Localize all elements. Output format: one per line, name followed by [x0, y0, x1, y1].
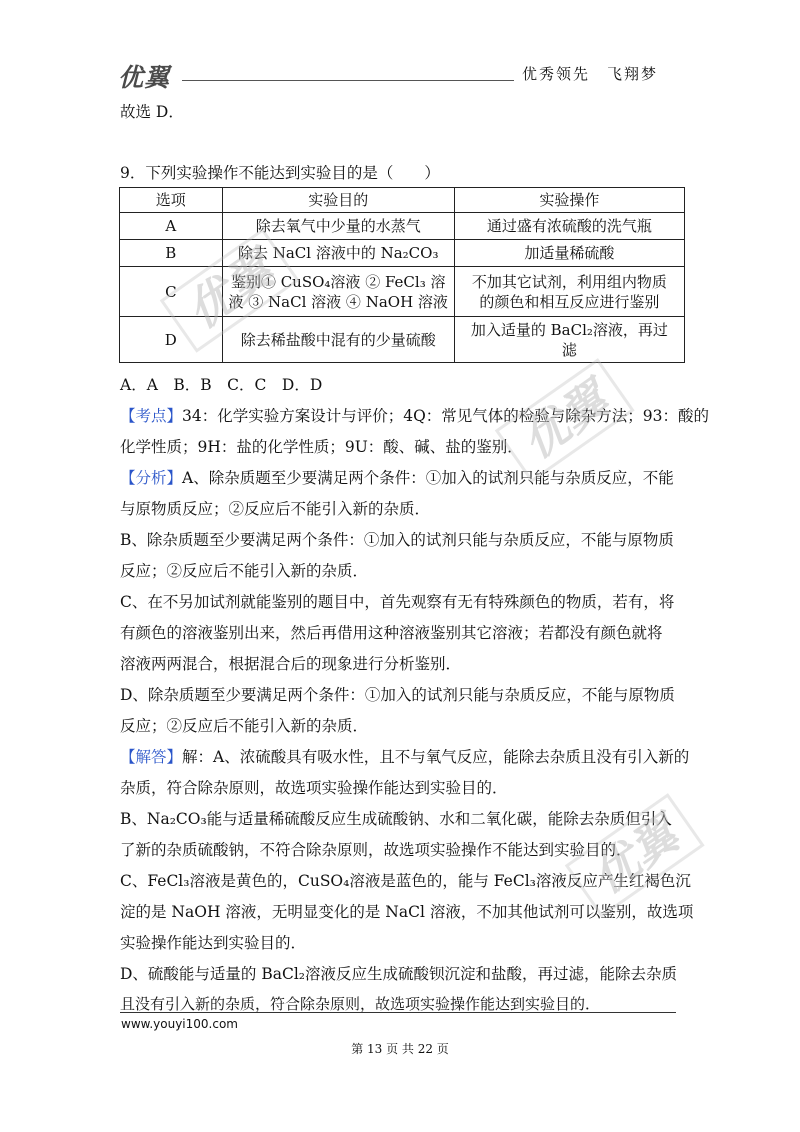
fenxi-line: 反应；②反应后不能引入新的杂质．	[120, 717, 369, 735]
fenxi-line: 溶液两两混合，根据混合后的现象进行分析鉴别．	[120, 655, 462, 673]
table-cell: B	[120, 240, 223, 267]
fenxi-line: C、在不另加试剂就能鉴别的题目中，首先观察有无有特殊颜色的物质，若有，将	[120, 593, 675, 611]
jieda-line: 杂质，符合除杂原则，故选项实验操作能达到实验目的．	[120, 779, 508, 797]
cell-line: 的颜色和相互反应进行鉴别	[479, 292, 660, 311]
fenxi-line: B、除杂质题至少要满足两个条件：①加入的试剂只能与杂质反应，不能与原物质	[120, 531, 674, 549]
question-stem: 9．下列实验操作不能达到实验目的是（ ）	[120, 164, 440, 182]
table-header: 选项	[120, 188, 223, 213]
logo: 优翼	[118, 63, 171, 92]
line-text: 解：A、浓硫酸具有吸水性，且不与氧气反应，能除去杂质且没有引入新的	[182, 748, 690, 766]
fenxi-line: 反应；②反应后不能引入新的杂质．	[120, 562, 369, 580]
jieda-line: 淀的是 NaOH 溶液，无明显变化的是 NaCl 溶液，不加其他试剂可以鉴别，故选项	[120, 903, 694, 921]
cell-line: 加入适量的 BaCl₂溶液，再过	[470, 320, 668, 339]
jieda-line: 且没有引入新的杂质，符合除杂原则，故选项实验操作能达到实验目的．	[120, 995, 601, 1013]
footer-rule	[120, 1012, 676, 1013]
watermark-text: 优翼	[160, 228, 300, 353]
line-text: A、除杂质题至少要满足两个条件：①加入的试剂只能与杂质反应，不能	[182, 469, 674, 487]
jieda-line: C、FeCl₃溶液是黄色的，CuSO₄溶液是蓝色的，能与 FeCl₃溶液反应产生红褐色沉	[120, 872, 691, 890]
jieda-line: D、硫酸能与适量的 BaCl₂溶液反应生成硫酸钡沉淀和盐酸，再过滤，能除去杂质	[120, 965, 678, 983]
kaodian-tag: 【考点】	[120, 407, 183, 425]
table-cell	[454, 317, 684, 363]
table-cell: A	[120, 213, 223, 240]
header-rule	[182, 80, 514, 81]
fenxi-line: D、除杂质题至少要满足两个条件：①加入的试剂只能与杂质反应，不能与原物质	[120, 686, 675, 704]
fenxi-line: 与原物质反应；②反应后不能引入新的杂质．	[120, 500, 431, 518]
table-cell: 通过盛有浓硫酸的洗气瓶	[454, 213, 684, 240]
jieda-line: 了新的杂质硫酸钠，不符合除杂原则，故选项实验操作不能达到实验目的．	[120, 841, 632, 859]
jieda-line: B、Na₂CO₃能与适量稀硫酸反应生成硫酸钠、水和二氧化碳，能除去杂质但引入	[120, 810, 672, 828]
line-text: 34：化学实验方案设计与评价；4Q：常见气体的检验与除杂方法；93：酸的	[182, 407, 710, 425]
cell-line: 不加其它试剂，利用组内物质	[471, 272, 667, 291]
jieda-line: 实验操作能达到实验目的．	[120, 934, 307, 952]
footer-url[interactable]: www.youyi100.com	[121, 1017, 238, 1031]
cell-line: 鉴别① CuSO₄溶液 ② FeCl₃ 溶	[230, 272, 446, 291]
table-cell: 加适量稀硫酸	[454, 240, 684, 267]
cell-line: 液 ③ NaCl 溶液 ④ NaOH 溶液	[228, 292, 448, 311]
watermark-text: 优翼	[495, 358, 635, 483]
table-header: 实验操作	[454, 188, 684, 213]
fenxi-line	[120, 466, 674, 488]
answer-choices: A．A B．B C．C D．D	[120, 376, 323, 394]
watermark-text: 优翼	[565, 793, 705, 918]
watermark	[492, 355, 633, 481]
fenxi-line: 有颜色的溶液鉴别出来，然后再借用这种溶液鉴别其它溶液；若都没有颜色就将	[120, 624, 663, 642]
jieda-tag: 【解答】	[120, 748, 183, 766]
kaodian-line: 化学性质；9H：盐的化学性质；9U：酸、碱、盐的鉴别．	[120, 438, 523, 456]
table-cell: 除去氧气中少量的水蒸气	[222, 213, 454, 240]
page-number: 第 13 页 共 22 页	[351, 1042, 449, 1056]
header-slogan: 优秀领先 飞翔梦	[522, 65, 659, 83]
table-cell: C	[120, 267, 223, 317]
table-cell	[454, 267, 684, 317]
table-cell: 除去 NaCl 溶液中的 Na₂CO₃	[222, 240, 454, 267]
table-cell: 除去稀盐酸中混有的少量硫酸	[222, 317, 454, 363]
fenxi-tag: 【分析】	[120, 469, 183, 487]
intro-text: 故选 D．	[120, 103, 184, 121]
table-cell: D	[120, 317, 223, 363]
table-header: 实验目的	[222, 188, 454, 213]
jieda-line	[120, 745, 689, 767]
cell-line: 滤	[561, 340, 577, 359]
